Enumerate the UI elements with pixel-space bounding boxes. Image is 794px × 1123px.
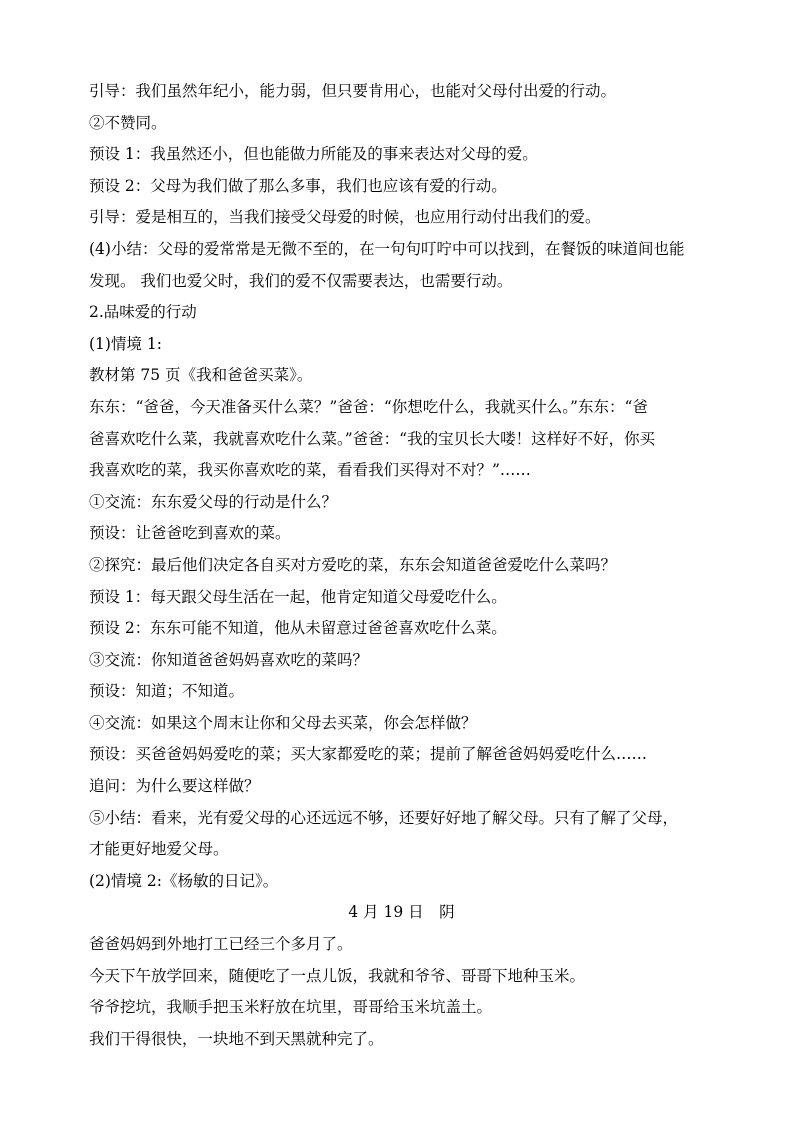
text-line-preset-1: 预设 1：我虽然还小，但也能做力所能及的事来表达对父母的爱。 bbox=[89, 145, 538, 164]
text-line-follow-up: 追问：为什么要这样做？ bbox=[89, 777, 260, 796]
text-line-summary-4: (4)小结：父母的爱常常是无微不至的，在一句句叮咛中可以找到，在餐饭的味道间也能 bbox=[89, 239, 685, 258]
text-line-disagree: ②不赞同。 bbox=[89, 113, 167, 132]
text-line-preset-explore-2: 预设 2：东东可能不知道，他从未留意过爸爸喜欢吃什么菜。 bbox=[89, 619, 507, 638]
text-line-textbook-ref: 教材第 75 页《我和爸爸买菜》。 bbox=[89, 366, 313, 385]
text-line-discussion-4: ④交流：如果这个周末让你和父母去买菜，你会怎样做？ bbox=[89, 713, 477, 732]
text-line-preset-2: 预设 2：父母为我们做了那么多事，我们也应该有爱的行动。 bbox=[89, 176, 507, 195]
text-line-scenario-2: (2)情境 2:《杨敏的日记》。 bbox=[89, 871, 279, 890]
text-line-summary-5: ⑤小结：看来，光有爱父母的心还远远不够，还要好好地了解父母。只有了解了父母， bbox=[89, 808, 679, 827]
text-line-dialogue-1: 东东：“爸爸，今天准备买什么菜？”爸爸：“你想吃什么，我就买什么。”东东：“爸 bbox=[89, 397, 648, 416]
section-heading-2: 2.品味爱的行动 bbox=[89, 303, 197, 322]
text-line-discussion-1: ①交流：东东爱父母的行动是什么？ bbox=[89, 492, 338, 511]
text-line-dialogue-2: 爸喜欢吃什么菜，我就喜欢吃什么菜。”爸爸：“我的宝贝长大喽！这样好不好，你买 bbox=[89, 429, 656, 448]
text-line-preset-explore-1: 预设 1：每天跟父母生活在一起，他肯定知道父母爱吃什么。 bbox=[89, 587, 507, 606]
text-line-guidance-2: 引导：爱是相互的，当我们接受父母爱的时候，也应用行动付出我们的爱。 bbox=[89, 208, 601, 227]
text-line-discussion-3: ③交流：你知道爸爸妈妈喜欢吃的菜吗？ bbox=[89, 650, 369, 669]
text-line-dialogue-3: 我喜欢吃的菜，我买你喜欢吃的菜，看看我们买得对不对？”…… bbox=[89, 461, 531, 480]
diary-line-2: 今天下午放学回来，随便吃了一点儿饭，我就和爷爷、哥哥下地种玉米。 bbox=[89, 966, 586, 985]
text-line-preset-buy: 预设：买爸爸妈妈爱吃的菜；买大家都爱吃的菜；提前了解爸爸妈妈爱吃什么…… bbox=[89, 745, 648, 764]
text-line-preset-know: 预设：知道；不知道。 bbox=[89, 682, 245, 701]
diary-date-heading: 4 月 19 日 阴 bbox=[348, 903, 455, 922]
diary-line-3: 爷爷挖坑，我顺手把玉米籽放在坑里，哥哥给玉米坑盖土。 bbox=[89, 998, 493, 1017]
diary-line-1: 爸爸妈妈到外地打工已经三个多月了。 bbox=[89, 935, 353, 954]
diary-line-4: 我们干得很快，一块地不到天黑就种完了。 bbox=[89, 1029, 384, 1048]
text-line-guidance-1: 引导：我们虽然年纪小，能力弱，但只要肯用心，也能对父母付出爱的行动。 bbox=[89, 82, 617, 100]
text-line-explore: ②探究：最后他们决定各自买对方爱吃的菜，东东会知道爸爸爱吃什么菜吗？ bbox=[89, 555, 617, 574]
document-body bbox=[89, 76, 714, 1055]
text-line-preset-answer: 预设：让爸爸吃到喜欢的菜。 bbox=[89, 524, 291, 543]
text-line-summary-5-cont: 才能更好地爱父母。 bbox=[89, 840, 229, 859]
text-line-scenario-1: (1)情境 1: bbox=[89, 334, 162, 353]
text-line-summary-4-cont: 发现。 我们也爱父时，我们的爱不仅需要表达，也需要行动。 bbox=[89, 271, 513, 290]
